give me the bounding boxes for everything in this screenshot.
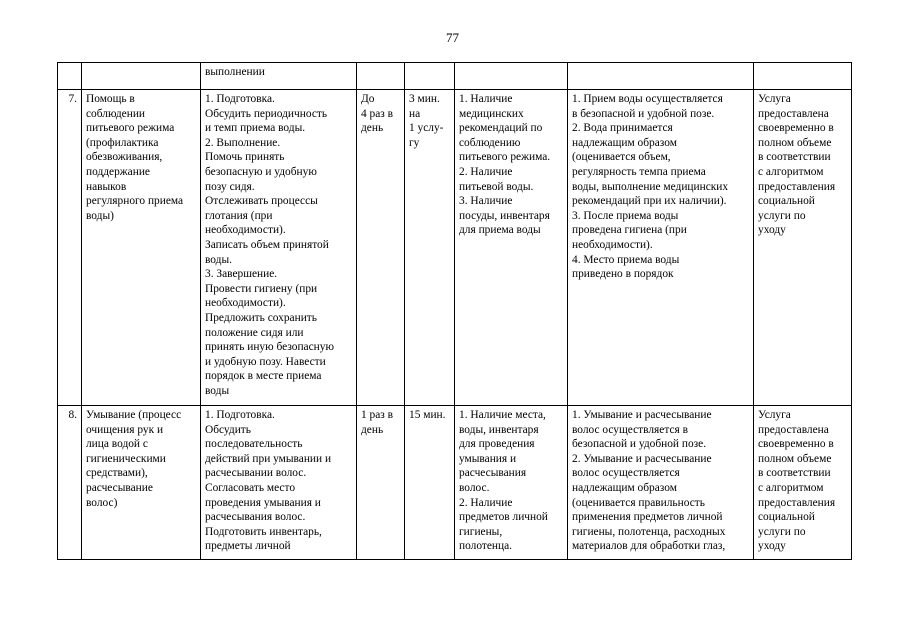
cell-line: Отслеживать процессы xyxy=(205,195,318,208)
cell-line: Записать объем принятой xyxy=(205,238,329,251)
cell-procedure xyxy=(201,90,357,406)
cell-line: воды) xyxy=(86,209,114,222)
cell-result xyxy=(754,63,852,90)
cell-line: (профилактика xyxy=(86,136,159,149)
cell-line: 4 раз в xyxy=(361,107,394,120)
cell-line: Провести гигиену (при xyxy=(205,282,318,295)
cell-result xyxy=(754,90,852,406)
cell-line: день xyxy=(361,423,384,436)
cell-line: в безопасной и удобной позе. xyxy=(572,107,715,120)
cell-line: 2. Вода принимается xyxy=(572,122,673,135)
cell-line: Подготовить инвентарь, xyxy=(205,525,322,538)
cell-line: воды. xyxy=(205,253,232,266)
cell-name xyxy=(82,63,201,90)
cell-line: надлежащим образом xyxy=(572,136,677,149)
cell-line: надлежащим образом xyxy=(572,481,677,494)
cell-line: питьевого режима xyxy=(86,122,175,135)
cell-line: очищения рук и xyxy=(86,423,164,436)
cell-line: 3. После приема воды xyxy=(572,209,679,222)
cell-line: своевременно в xyxy=(758,438,834,451)
cell-line: уходу xyxy=(758,540,786,553)
cell-num xyxy=(58,90,82,406)
cell-line: соблюдении xyxy=(86,107,146,120)
cell-line: предоставлена xyxy=(758,423,829,436)
cell-line: для приема воды xyxy=(459,224,541,237)
cell-line: своевременно в xyxy=(758,122,834,135)
cell-name xyxy=(82,406,201,560)
cell-procedure xyxy=(201,63,357,90)
cell-line: волос. xyxy=(459,481,490,494)
cell-line: в соответствии xyxy=(758,151,831,164)
cell-line: необходимости). xyxy=(205,297,286,310)
cell-line: социальной xyxy=(758,511,815,524)
cell-quality xyxy=(568,406,754,560)
cell-num xyxy=(58,63,82,90)
cell-line: применения предметов личной xyxy=(572,511,723,524)
cell-line: 1. Наличие xyxy=(459,93,513,105)
cell-line: навыков xyxy=(86,180,127,193)
cell-line: рекомендаций при их наличии). xyxy=(572,195,727,208)
cell-procedure xyxy=(201,406,357,560)
cell-line: средствами), xyxy=(86,467,148,480)
cell-line: воды, инвентаря xyxy=(459,423,539,436)
cell-line: с алгоритмом xyxy=(758,165,824,178)
cell-line: 1 раз в xyxy=(361,409,394,421)
cell-line: порядок в месте приема xyxy=(205,370,322,383)
cell-line: 2. Умывание и расчесывание xyxy=(572,452,712,465)
cell-line: гигиены, полотенца, расходных xyxy=(572,525,726,538)
row-number: 8. xyxy=(68,409,77,421)
cell-line: Помощь в xyxy=(86,93,135,105)
cell-line: Помочь принять xyxy=(205,151,285,164)
cell-line: Обсудить периодичность xyxy=(205,107,328,120)
cell-line: 4. Место приема воды xyxy=(572,253,680,266)
cell-line: питьевого режима. xyxy=(459,151,551,164)
table-row xyxy=(58,406,852,560)
cell-line: поддержание xyxy=(86,165,150,178)
cell-line: положение сидя или xyxy=(205,326,304,339)
cell-line: необходимости). xyxy=(572,238,653,251)
cell-line: принять иную безопасную xyxy=(205,341,334,354)
page-number: 77 xyxy=(446,30,459,45)
cell-line: безопасной и удобной позе. xyxy=(572,438,707,451)
cell-frequency xyxy=(357,406,405,560)
cell-line: 1. Подготовка. xyxy=(205,93,275,105)
cell-line: волос осуществляется в xyxy=(572,423,688,436)
cell-line: расчесывании волос. xyxy=(205,467,307,480)
cell-line: предоставления xyxy=(758,180,836,193)
cell-line: Услуга xyxy=(758,409,791,421)
continuation-text: выполнении xyxy=(205,66,265,78)
cell-line: уходу xyxy=(758,224,786,237)
cell-time xyxy=(405,90,455,406)
cell-line: необходимости). xyxy=(205,224,286,237)
cell-line: Предложить сохранить xyxy=(205,311,317,324)
cell-line: расчесывание xyxy=(86,481,153,494)
cell-line: лица водой с xyxy=(86,438,148,451)
cell-line: волос) xyxy=(86,496,118,509)
cell-conditions xyxy=(455,63,568,90)
cell-line: 1. Умывание и расчесывание xyxy=(572,409,712,421)
cell-line: посуды, инвентаря xyxy=(459,209,550,222)
cell-num xyxy=(58,406,82,560)
cell-line: действий при умывании и xyxy=(205,452,332,465)
table-row-continuation xyxy=(58,63,852,90)
cell-quality xyxy=(568,63,754,90)
cell-line: и удобную позу. Навести xyxy=(205,355,326,368)
cell-line: приведено в порядок xyxy=(572,268,674,281)
cell-line: услуги по xyxy=(758,525,806,538)
cell-line: соблюдению xyxy=(459,136,521,149)
cell-line: Умывание (процесс xyxy=(86,409,182,421)
cell-line: умывания и xyxy=(459,452,517,465)
cell-line: (оценивается правильность xyxy=(572,496,705,509)
cell-line: полотенца. xyxy=(459,540,512,553)
cell-line: регулярность темпа приема xyxy=(572,165,706,178)
cell-line: Услуга xyxy=(758,93,791,105)
cell-line: и темп приема воды. xyxy=(205,122,306,135)
cell-line: предметы личной xyxy=(205,540,291,553)
cell-line: 3. Завершение. xyxy=(205,268,278,281)
cell-line: 3. Наличие xyxy=(459,195,513,208)
cell-line: позу сидя. xyxy=(205,180,255,193)
cell-line: медицинских xyxy=(459,107,524,120)
cell-line: в соответствии xyxy=(758,467,831,480)
cell-line: социальной xyxy=(758,195,815,208)
cell-frequency xyxy=(357,63,405,90)
cell-line: гигиены, xyxy=(459,525,503,538)
cell-line: услуги по xyxy=(758,209,806,222)
cell-conditions xyxy=(455,90,568,406)
cell-line: Согласовать место xyxy=(205,481,296,494)
cell-line: 3 мин. xyxy=(409,93,440,105)
cell-line: глотания (при xyxy=(205,209,273,222)
cell-line: проведена гигиена (при xyxy=(572,224,687,237)
cell-line: воды xyxy=(205,384,230,397)
cell-conditions xyxy=(455,406,568,560)
cell-frequency xyxy=(357,90,405,406)
cell-line: До xyxy=(361,93,375,105)
cell-line: предметов личной xyxy=(459,511,548,524)
cell-line: волос осуществляется xyxy=(572,467,680,480)
row-number: 7. xyxy=(68,93,77,105)
cell-line: с алгоритмом xyxy=(758,481,824,494)
cell-line: 2. Выполнение. xyxy=(205,136,281,149)
cell-line: расчесывания xyxy=(459,467,527,480)
cell-line: (оценивается объем, xyxy=(572,151,671,164)
cell-line: предоставлена xyxy=(758,107,829,120)
cell-line: питьевой воды. xyxy=(459,180,534,193)
cell-line: день xyxy=(361,122,384,135)
cell-line: 2. Наличие xyxy=(459,165,513,178)
cell-line: полном объеме xyxy=(758,136,832,149)
cell-line: для проведения xyxy=(459,438,535,451)
table-row xyxy=(58,90,852,406)
cell-line: полном объеме xyxy=(758,452,832,465)
cell-line: на xyxy=(409,107,421,120)
cell-line: Обсудить xyxy=(205,423,251,436)
cell-line: предоставления xyxy=(758,496,836,509)
cell-line: 2. Наличие xyxy=(459,496,513,509)
cell-result xyxy=(754,406,852,560)
cell-line: 1. Наличие места, xyxy=(459,409,546,421)
cell-line: материалов для обработки глаз, xyxy=(572,540,726,553)
cell-line: 1 услу- xyxy=(409,122,444,135)
cell-line: 1. Прием воды осуществляется xyxy=(572,93,723,105)
cell-line: расчесывания волос. xyxy=(205,511,306,524)
cell-line: обезвоживания, xyxy=(86,151,163,164)
cell-line: гигиеническими xyxy=(86,452,166,465)
cell-line: воды, выполнение медицинских xyxy=(572,180,729,193)
cell-line: 15 мин. xyxy=(409,409,446,421)
cell-line: последовательность xyxy=(205,438,303,451)
cell-line: 1. Подготовка. xyxy=(205,409,275,421)
cell-line: регулярного приема xyxy=(86,195,184,208)
services-table xyxy=(57,62,852,560)
cell-name xyxy=(82,90,201,406)
cell-line: проведения умывания и xyxy=(205,496,321,509)
cell-quality xyxy=(568,90,754,406)
cell-line: гу xyxy=(409,136,420,149)
cell-time xyxy=(405,63,455,90)
cell-line: рекомендаций по xyxy=(459,122,543,135)
cell-line: безопасную и удобную xyxy=(205,165,317,178)
cell-time xyxy=(405,406,455,560)
